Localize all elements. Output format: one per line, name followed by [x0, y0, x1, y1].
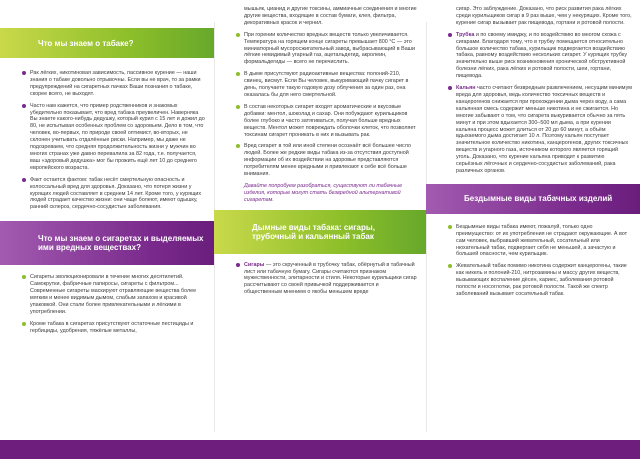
term-hookah: Кальян — [456, 85, 476, 92]
bullet-icon — [236, 263, 240, 267]
paragraph: Кальян часто считают безвредным развлечением, несущим минимум вреда для здоровья, ведь количество токсичных веществ и канцерогенов снижается при прохождении дыма через воду, а сама кальянная смесь содержит меньше никотина и не сжигается. Но многие забывают о том, что сигарета выкуривается обычно за пять минут и при этом вдыхается 300–500 мл дыма, а при курении кальяна процесс может длиться от 20 до 60 минут, а объём вдыхаемого дыма достигает 10 л. Поэтому кальян поступает значительное количество никотина, канцерогенов, других токсичных веществ и угарного газа, источником которого является горящий уголь. Доказано, что курение кальяна приводит к развитию серьёзных лёгочных и сердечно-сосудистых заболеваний, рака различных органов. — [426, 85, 640, 175]
paragraph: В дыме присутствуют радиоактивные вещества: полоний-210, свинец, висмут. Если Вы человек, выкуривающий пачку сигарет в день, получаете такую годовую дозу облучения за один раз, она оказалась бы для него смертельной. — [214, 71, 426, 99]
bullet-icon — [22, 178, 26, 182]
heading-text: Что мы знаем о табаке? — [38, 38, 134, 48]
paragraph: Часто нам кажется, что пример родственников и знакомых убедительно показывает, что вред табака преувеличен. Наверняка Вы знаете какого-нибудь дедушку, который курил с 15 лет и дожил до 80, не испытывая особенных проблем со здоровьем. Дело в том, что человек, во-первых, по природе своей оптимист, во-вторых, не склонен учитывать отдалённые риски. Например, мы даже не подозреваем, что средняя продолжительность жизни у мужчин во многих странах уже давно перевалила за 82 года, т.е. получается, ваш «здоровый дедушка» мог бы прожить ещё лет 10 до среднего европейского возраста. — [0, 103, 214, 172]
bullet-icon — [22, 275, 26, 279]
heading-text: Что мы знаем о сигаретах и выделяемых ими вредных веществах? — [38, 234, 204, 253]
paragraph: Рак лёгких, никотиновая зависимость, пассивное курение — наши знания о табаке довольно отрывочны. Если вы не врач, то за рамки предупреждений на сигаретных пачках Ваши познания о табаке, скорее всего, не выходят. — [0, 70, 214, 98]
paragraph: Факт остается фактом: табак несёт смертельную опасность и колоссальный вред для здоровья. Доказано, что потеря жизни у курящих людей составляет в среднем 14 лет. Кроме того, у курящих людей страдает качество жизни: они чаще болеют, имеют одышку, ранний склероз, сердечно-сосудистые заболевания. — [0, 177, 214, 212]
paragraph: Жевательный табак помимо никотина содержит канцерогены, такие как никель и полоний-210, нитрозамины и массу других веществ, вызывающих воспаление дёсен, кариес, заболевания ротовой полости и носоглотки, рак ротовой полости. Такой же спектр заболеваний вызывает сосательный табак. — [426, 263, 640, 298]
heading-smokeless-tobacco — [426, 184, 640, 214]
paragraph: При горении количество вредных веществ только увеличивается. Температура на горящем конце сигареты превышает 800 °С — это миниатюрный мусоросжигательный завод, выбрасывающий в Ваши лёгкие невидимый угарный газ, ацетальдегид, акролеин, формальдегиды — всего не перечислить. — [214, 32, 426, 67]
heading-smoking-tobacco-types — [214, 210, 426, 254]
bullet-icon — [448, 86, 452, 90]
heading-text: Бездымные виды табачных изделий — [464, 194, 613, 204]
term-pipe: Трубка — [456, 31, 475, 38]
column-left — [0, 0, 214, 440]
bullet-icon — [22, 104, 26, 108]
paragraph: Трубка и по своему имиджу, и по воздействию во многом схожа с сигарами. Благодаря тому, что в трубку помещается относительно большое количество табака, курильщик подвергается воздействию табака, равному воздействию нескольких сигарет. У курящих трубку значительно выше риск возникновения хронической обструктивной болезни лёгких, рака лёгких и ротовой полости, шеи, гортани, пищевода. — [426, 32, 640, 80]
bullet-icon — [236, 105, 240, 109]
bullet-icon — [22, 322, 26, 326]
bullet-icon — [236, 144, 240, 148]
column-right — [426, 0, 640, 440]
bullet-icon — [448, 225, 452, 229]
heading-cigarettes-harmful-substances — [0, 221, 214, 265]
heading-what-we-know-tobacco — [0, 28, 214, 58]
heading-text: Дымные виды табака: сигары, трубочный и кальянный табак — [252, 222, 375, 241]
bullet-icon — [236, 33, 240, 37]
bullet-icon — [448, 264, 452, 268]
bullet-icon — [448, 33, 452, 37]
paragraph: Сигареты эволюционировали в течение многих десятилетий. Самокрутки, фабричные папиросы, сигареты с фильтром... Современные сигареты маскируют отравляющие вещества более мягким и менее видимым дымом, слабым запахом и красивой упаковкой. Они стали более привлекательными и лёгкими в употреблении. — [0, 274, 214, 315]
bullet-icon — [22, 71, 26, 75]
term-cigars: Сигары — [244, 261, 265, 268]
paragraph: Вред сигарет в той или иной степени осознаёт всё большее число людей. Более же редкие виды табака из-за отсутствия доступной информации об их воздействии на здоровье представляются потребителям менее вредными и привлекают к себе всё больше внимания. — [214, 143, 426, 178]
paragraph: Сигары — это скрученный в трубочку табак, обёрнутый в табачный лист или табачную бумагу. Сигары считаются признаком мужественности, элитарности и стиля. Некоторые курильщики сигар рассчитывают со своей привычкой поддерживается и общественным мнением о якобы меньшем вреде — [214, 262, 426, 297]
bullet-icon — [236, 72, 240, 76]
paragraph: Бездымные виды табака имеют, пожалуй, только одно преимущество: от их употребления не страдают окружающие. А вот сам человек, выбравший жевательный, сосательный или нюхательный табак, подвергает себя не меньшей, а зачастую и большей опасности, чем курильщик. — [426, 224, 640, 259]
italic-note: Давайте попробуем разобраться, существуют ли табачные изделия, которые могут стать безвредной альтернативой сигаретам. — [244, 182, 403, 203]
column-middle — [214, 0, 426, 440]
paragraph: мышьяк, цианид и другие токсины, аммиачные соединения и многие другие вещества, входящие в состав бумаги, клея, фильтра, декоративных красок и чернил. — [244, 6, 417, 26]
paragraph: Кроме табака в сигаретах присутствуют остаточные пестициды и гербициды, удобрения, тяжёлые металлы, — [0, 321, 214, 335]
paragraph: сигар. Это заблуждение. Доказано, что риск развития рака лёгких среди курильщиков сигар в 9 раз выше, чем у некурящих. Кроме того, курение сигар вызывает рак пищевода, гортани и ротовой полости. — [456, 6, 632, 26]
paragraph: В состав некоторых сигарет входят ароматические и вкусовые добавки: ментол, шоколад и сахар. Они побуждают курильщиков более глубоко и часто затягиваться, получая больше вредных веществ. Ментол может повреждать оболочки клеток, что позволяет токсинам сигарет проникать в них и вызывать рак. — [214, 104, 426, 139]
footer-bar — [0, 440, 640, 459]
